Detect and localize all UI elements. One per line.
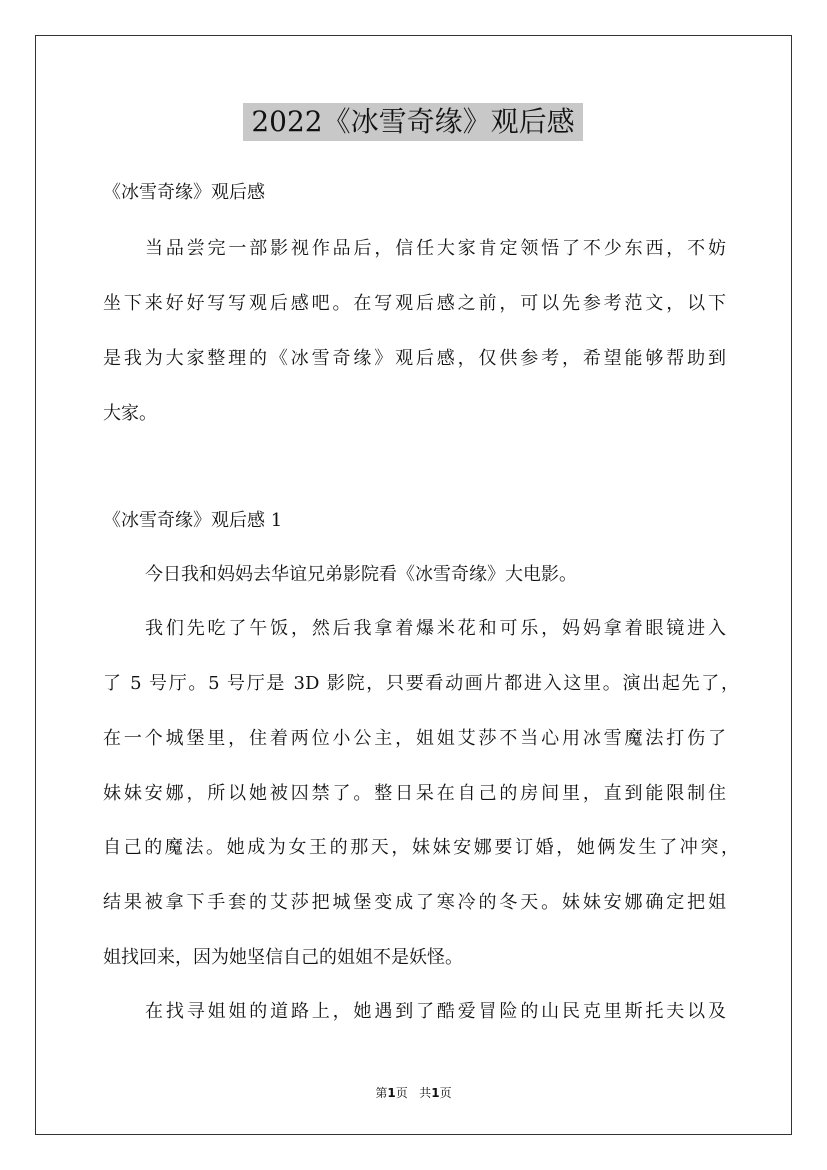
intro-line-2: 坐下来好好写写观后感吧。在写观后感之前，可以先参考范文，以下 <box>103 293 726 314</box>
footer-page-suffix: 页 <box>395 1086 408 1100</box>
body-line-2: 我们先吃了午饭，然后我拿着爆米花和可乐，妈妈拿着眼镜进入 <box>145 618 726 639</box>
page-footer <box>0 1084 827 1101</box>
intro-line-4: 大家。 <box>103 403 157 424</box>
footer-total-number: 1 <box>431 1086 440 1100</box>
footer-page-number: 1 <box>387 1086 396 1100</box>
body-line-8: 姐找回来，因为她坚信自己的姐姐不是妖怪。 <box>103 947 463 968</box>
body-line-1: 今日我和妈妈去华谊兄弟影院看《冰雪奇缘》大电影。 <box>145 564 577 585</box>
body-line-4: 在一个城堡里，住着两位小公主，姐姐艾莎不当心用冰雪魔法打伤了 <box>103 728 726 749</box>
footer-total-prefix: 共 <box>419 1086 432 1100</box>
body-line-6: 自己的魔法。她成为女王的那天，妹妹安娜要订婚，她俩发生了冲突， <box>103 837 739 858</box>
section-heading-1: 《冰雪奇缘》观后感 1 <box>103 510 283 531</box>
body-line-9: 在找寻姐姐的道路上，她遇到了酷爱冒险的山民克里斯托夫以及 <box>145 1001 726 1022</box>
body-line-3: 了 5 号厅。5 号厅是 3D 影院，只要看动画片都进入这里。演出起先了， <box>103 673 739 694</box>
body-line-7: 结果被拿下手套的艾莎把城堡变成了寒冷的冬天。妹妹安娜确定把姐 <box>103 892 726 913</box>
intro-line-3: 是我为大家整理的《冰雪奇缘》观后感，仅供参考，希望能够帮助到 <box>103 348 726 369</box>
document-title: 2022《冰雪奇缘》观后感 <box>243 103 583 141</box>
body-line-5: 妹妹安娜，所以她被囚禁了。整日呆在自己的房间里，直到能限制住 <box>103 783 726 804</box>
intro-line-1: 当品尝完一部影视作品后，信任大家肯定领悟了不少东西，不妨 <box>145 238 726 259</box>
footer-total-suffix: 页 <box>439 1086 452 1100</box>
section-heading-intro: 《冰雪奇缘》观后感 <box>103 182 265 203</box>
footer-page-prefix: 第 <box>375 1086 388 1100</box>
